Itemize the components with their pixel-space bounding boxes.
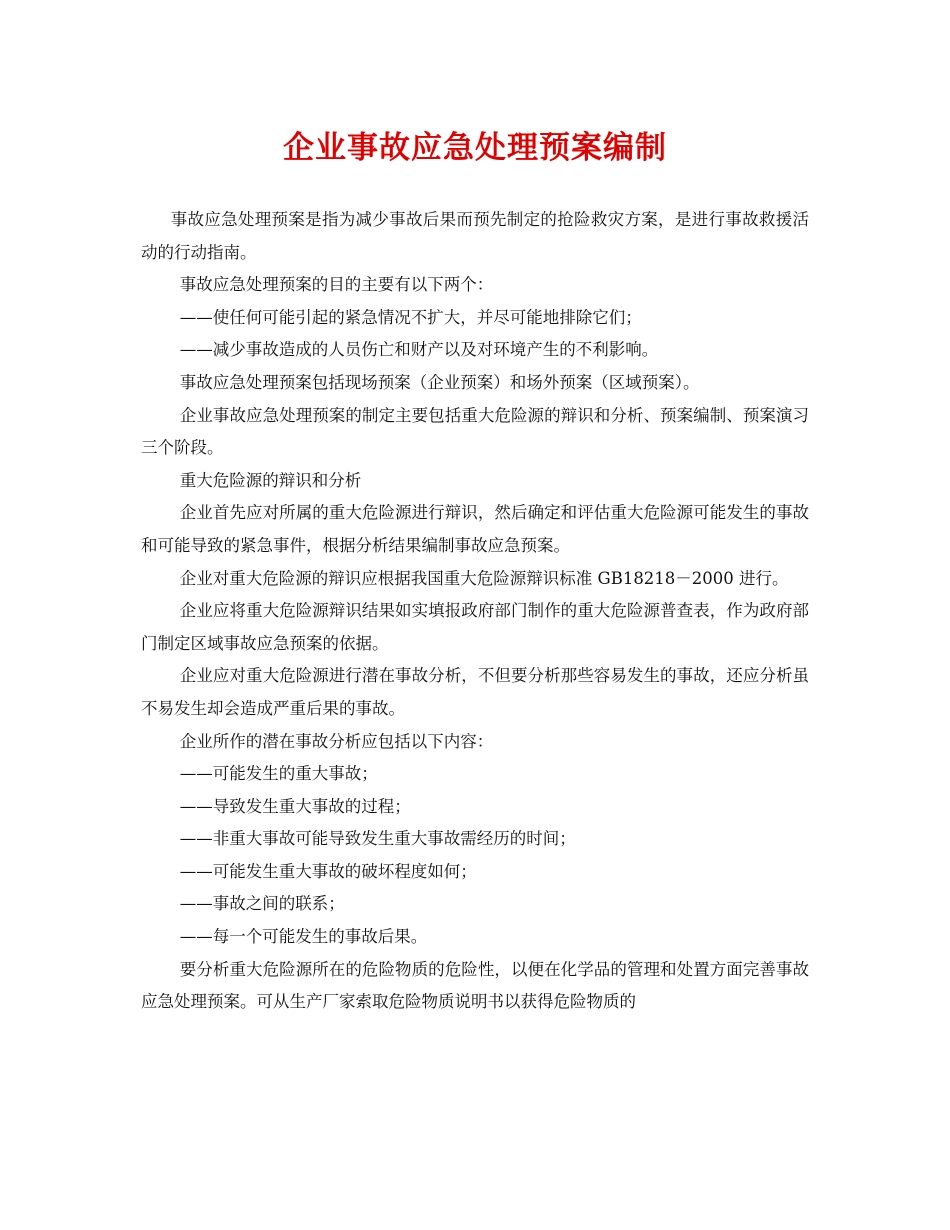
paragraph: 企业对重大危险源的辩识应根据我国重大危险源辩识标准 GB18218－2000 进行。	[179, 568, 789, 588]
paragraph: 企业应对重大危险源进行潜在事故分析，不但要分析那些容易发生的事故，还应分析虽不易发生却会造成严重后果的事故。	[141, 666, 809, 718]
paragraph: 企业事故应急处理预案的制定主要包括重大危险源的辩识和分析、预案编制、预案演习三个阶段。	[141, 405, 809, 458]
paragraph: 企业首先应对所属的重大危险源进行辩识，然后确定和评估重大危险源可能发生的事故和可能导致的紧急事件，根据分析结果编制事故应急预案。	[141, 503, 809, 555]
paragraph: 企业应将重大危险源辩识结果如实填报政府部门制作的重大危险源普查表，作为政府部门制定区域事故应急预案的依据。	[141, 601, 809, 653]
section-heading: 重大危险源的辩识和分析	[179, 470, 362, 490]
paragraph: 要分析重大危险源所在的危险物质的危险性，以便在化学品的管理和处置方面完善事故应急处理预案。可从生产厂家索取危险物质说明书以获得危险物质的	[141, 959, 809, 1012]
list-item: ——使任何可能引起的紧急情况不扩大，并尽可能地排除它们；	[179, 307, 642, 327]
list-item: ——导致发生重大事故的过程；	[179, 796, 411, 816]
list-item: ——事故之间的联系；	[179, 894, 345, 914]
list-item: ——非重大事故可能导致发生重大事故需经历的时间；	[179, 829, 576, 849]
paragraph: 事故应急处理预案的目的主要有以下两个：	[179, 275, 494, 295]
list-item: ——每一个可能发生的事故后果。	[179, 927, 428, 947]
list-item: ——减少事故造成的人员伤亡和财产以及对环境产生的不利影响。	[179, 340, 659, 360]
document-body	[141, 204, 809, 1019]
paragraph: 事故应急处理预案包括现场预案（企业预案）和场外预案（区域预案）。	[179, 372, 700, 392]
paragraph: 企业所作的潜在事故分析应包括以下内容：	[179, 731, 494, 751]
paragraph: 事故应急处理预案是指为减少事故后果而预先制定的抢险救灾方案，是进行事故救援活动的行动指南。	[141, 210, 809, 262]
list-item: ——可能发生重大事故的破坏程度如何；	[179, 861, 477, 881]
document-title: 企业事故应急处理预案编制	[283, 130, 667, 166]
list-item: ——可能发生的重大事故；	[179, 764, 378, 784]
